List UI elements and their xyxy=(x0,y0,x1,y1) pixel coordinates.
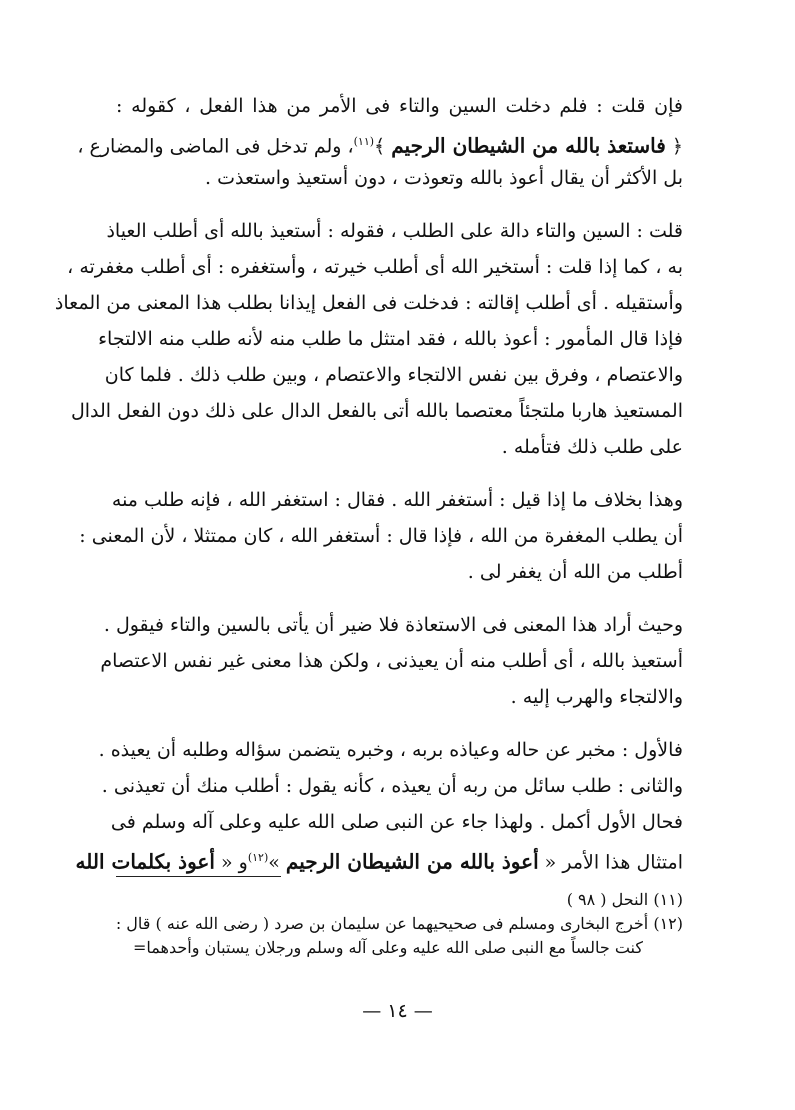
footnote-separator xyxy=(116,876,281,877)
text-run: فإن قلت : فلم دخلت السين والتاء فى الأمر من هذا الفعل ، كقوله : xyxy=(116,95,683,117)
quoted-verse: أعوذ بكلمات الله xyxy=(75,849,215,874)
text-line xyxy=(101,768,683,804)
text-run: والثانى : طلب سائل من ربه أن يعيذه ، كأنه يقول : أطلب منك أن تعيذنى . xyxy=(101,775,683,797)
text-run: وحيث أراد هذا المعنى فى الاستعاذة فلا ضير أن يأتى بالسين والتاء فيقول . xyxy=(103,614,683,636)
footnote-ref: (١٢) xyxy=(247,851,269,864)
text-run: و « xyxy=(214,851,248,874)
text-run: فحال الأول أكمل . ولهذا جاء عن النبى صلى الله عليه وعلى آله وسلم فى xyxy=(110,811,683,833)
quoted-verse: فاستعذ بالله من الشيطان الرجيم xyxy=(391,133,666,158)
paragraph xyxy=(79,482,683,590)
text-line xyxy=(116,88,683,124)
paragraph xyxy=(77,88,683,196)
text-run: ﴾ xyxy=(374,135,392,158)
text-run: به ، كما إذا قلت : أستخير الله أى أطلب خيرته ، وأستغفره : أى أطلب مغفرته ، xyxy=(67,256,683,278)
text-run: امتثال هذا الأمر « xyxy=(538,851,683,874)
text-run: فالأول : مخبر عن حاله وعياذه بربه ، وخبره يتضمن سؤاله وطلبه أن يعيذه . xyxy=(98,739,683,761)
text-run: » xyxy=(268,851,286,874)
text-line xyxy=(75,840,683,876)
text-line xyxy=(111,482,683,518)
text-run: والاعتصام ، وفرق بين نفس الالتجاء والاعتصام ، وبين طلب ذلك . فلما كان xyxy=(104,364,683,386)
page-number: — ١٤ — xyxy=(362,1000,433,1022)
text-line xyxy=(54,285,683,321)
text-line xyxy=(79,518,683,554)
text-line xyxy=(116,160,683,196)
paragraph xyxy=(75,732,683,876)
quoted-verse: أعوذ بالله من الشيطان الرجيم xyxy=(285,849,539,874)
footnote: (١٢) أخرج البخارى ومسلم فى صحيحيهما عن سليمان بن صرد ( رضى الله عنه ) قال : xyxy=(115,914,683,933)
text-run: وهذا بخلاف ما إذا قيل : أستغفر الله . فقال : استغفر الله ، فإنه طلب منه xyxy=(111,489,683,511)
text-line xyxy=(98,732,683,768)
text-run: بل الأكثر أن يقال أعوذ بالله وتعوذت ، دون أستعيذ واستعذت . xyxy=(205,167,683,189)
text-line xyxy=(77,124,683,160)
text-line xyxy=(116,679,683,715)
text-run: على طلب ذلك فتأمله . xyxy=(501,436,683,458)
text-line xyxy=(116,429,683,465)
footnote: كنت جالساً مع النبى صلى الله عليه وعلى آله وسلم ورجلان يستبان وأحدهما= xyxy=(133,938,643,957)
text-run: والالتجاء والهرب إليه . xyxy=(510,686,683,708)
text-run: وأستقيله . أى أطلب إقالته : فدخلت فى الفعل إيذانا بطلب هذا المعنى من المعاذ xyxy=(54,292,683,314)
footnotes xyxy=(112,888,683,960)
text-line xyxy=(100,643,683,679)
text-run: المستعيذ هاربا ملتجئاً معتصما بالله أتى بالفعل الدال على ذلك دون الفعل الدال xyxy=(70,400,683,422)
body-text xyxy=(54,88,683,876)
text-run: أن يطلب المغفرة من الله ، فإذا قال : أستغفر الله ، كان ممتثلا ، لأن المعنى : xyxy=(79,525,683,547)
text-line xyxy=(67,249,683,285)
text-run: قلت : السين والتاء دالة على الطلب ، فقوله : أستعيذ بالله أى أطلب العياذ xyxy=(106,220,683,242)
text-run: أطلب من الله أن يغفر لى . xyxy=(467,561,683,583)
text-run: ، ولم تدخل فى الماضى والمضارع ، xyxy=(77,135,354,158)
text-line xyxy=(70,393,683,429)
text-line xyxy=(104,357,683,393)
text-line xyxy=(116,554,683,590)
text-line xyxy=(98,321,683,357)
footnote: (١١) النحل ( ٩٨ ) xyxy=(566,890,683,909)
text-run: أستعيذ بالله ، أى أطلب منه أن يعيذنى ، ولكن هذا معنى غير نفس الاعتصام xyxy=(100,650,683,672)
text-run: ﴿ xyxy=(665,135,683,158)
paragraph xyxy=(54,213,683,465)
text-run: فإذا قال المأمور : أعوذ بالله ، فقد امتثل ما طلب منه لأنه طلب منه الالتجاء xyxy=(98,328,683,350)
paragraph xyxy=(100,607,683,715)
footnote-ref: (١١) xyxy=(353,135,375,148)
text-line xyxy=(103,607,683,643)
text-line xyxy=(110,804,683,840)
text-line xyxy=(106,213,683,249)
